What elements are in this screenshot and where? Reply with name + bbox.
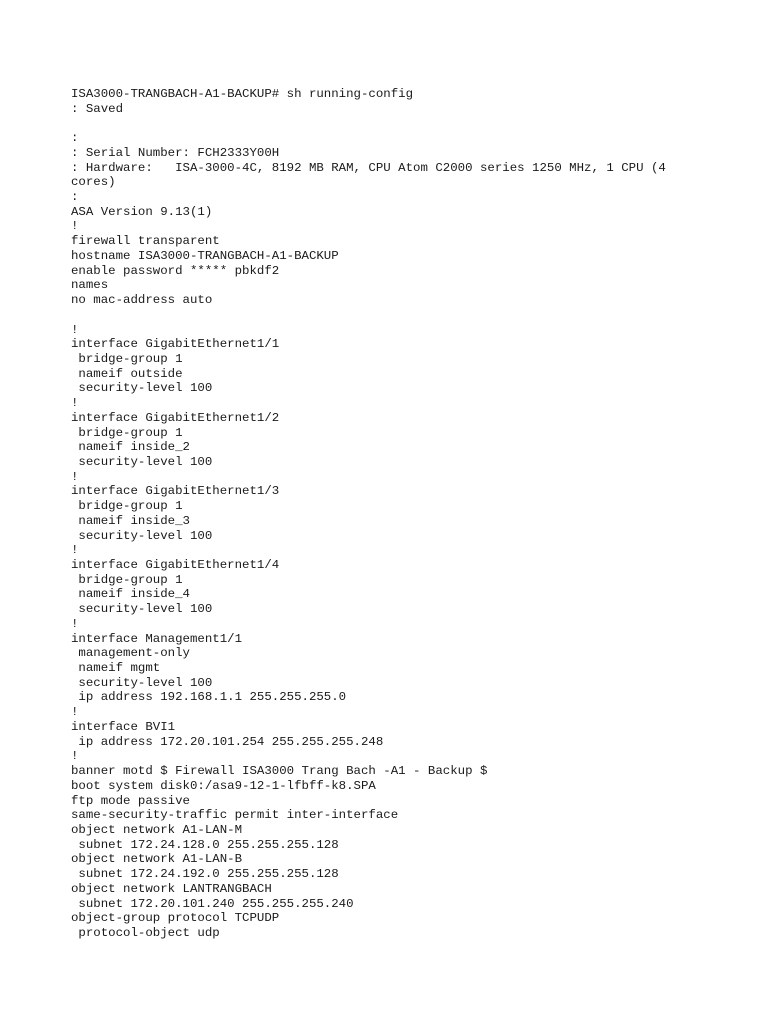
config-line: : Saved bbox=[71, 101, 124, 116]
config-line: banner motd $ Firewall ISA3000 Trang Bach -A1 - Backup $ bbox=[71, 764, 488, 779]
config-line: subnet 172.20.101.240 255.255.255.240 bbox=[71, 896, 354, 911]
config-line: object network A1-LAN-M bbox=[71, 822, 243, 837]
config-line: management-only bbox=[71, 646, 190, 661]
config-line: ftp mode passive bbox=[71, 793, 190, 808]
config-line: ip address 172.20.101.254 255.255.255.248 bbox=[71, 734, 384, 749]
config-line: boot system disk0:/asa9-12-1-lfbff-k8.SPA bbox=[71, 778, 376, 793]
config-line: nameif inside_4 bbox=[71, 587, 190, 602]
config-line: ! bbox=[71, 396, 79, 411]
config-line: security-level 100 bbox=[71, 381, 213, 396]
config-line: object network LANTRANGBACH bbox=[71, 881, 272, 896]
config-line: interface GigabitEthernet1/4 bbox=[71, 558, 280, 572]
config-line: protocol-object udp bbox=[71, 925, 220, 940]
config-line: bridge-group 1 bbox=[71, 499, 183, 514]
config-line: nameif inside_2 bbox=[71, 440, 190, 455]
config-line: : Hardware: ISA-3000-4C, 8192 MB RAM, CPU Atom C2000 series 1250 MHz, 1 CPU (4 cores) bbox=[71, 160, 666, 190]
config-line: security-level 100 bbox=[71, 602, 213, 617]
config-line: ! bbox=[71, 616, 79, 631]
config-line: bridge-group 1 bbox=[71, 351, 183, 366]
config-line: ! bbox=[71, 543, 79, 558]
config-line: interface BVI1 bbox=[71, 719, 176, 734]
config-line: interface Management1/1 bbox=[71, 631, 243, 646]
config-line: object network A1-LAN-B bbox=[71, 852, 243, 867]
config-line: no mac-address auto bbox=[71, 293, 213, 308]
config-line: hostname ISA3000-TRANGBACH-A1-BACKUP bbox=[71, 248, 339, 263]
config-line: ip address 192.168.1.1 255.255.255.0 bbox=[71, 690, 347, 705]
config-line: security-level 100 bbox=[71, 675, 213, 690]
config-line: enable password ***** pbkdf2 bbox=[71, 263, 280, 278]
config-line: security-level 100 bbox=[71, 528, 213, 543]
config-line: ! bbox=[71, 219, 79, 234]
config-line: ! bbox=[71, 749, 79, 764]
config-line: nameif inside_3 bbox=[71, 513, 190, 528]
config-line: names bbox=[71, 278, 109, 293]
config-line: nameif outside bbox=[71, 366, 183, 381]
config-line: : bbox=[71, 131, 79, 146]
config-line bbox=[71, 116, 691, 131]
config-line: object-group protocol TCPUDP bbox=[71, 911, 280, 926]
config-line: interface GigabitEthernet1/2 bbox=[71, 410, 280, 425]
config-line: ISA3000-TRANGBACH-A1-BACKUP# sh running-config bbox=[71, 87, 414, 101]
config-line: ! bbox=[71, 322, 79, 337]
running-config-text bbox=[71, 87, 691, 941]
config-line: bridge-group 1 bbox=[71, 572, 183, 587]
config-line: bridge-group 1 bbox=[71, 425, 183, 440]
config-line: ! bbox=[71, 705, 79, 720]
config-line: nameif mgmt bbox=[71, 661, 161, 676]
config-line: same-security-traffic permit inter-interface bbox=[71, 808, 399, 823]
config-line: ASA Version 9.13(1) bbox=[71, 204, 213, 219]
config-line: subnet 172.24.192.0 255.255.255.128 bbox=[71, 867, 339, 882]
config-line bbox=[71, 308, 691, 323]
config-line: interface GigabitEthernet1/1 bbox=[71, 337, 280, 352]
config-line: firewall transparent bbox=[71, 234, 220, 249]
config-line: : bbox=[71, 190, 79, 205]
config-line: interface GigabitEthernet1/3 bbox=[71, 484, 280, 499]
config-line: ! bbox=[71, 469, 79, 484]
config-line: security-level 100 bbox=[71, 454, 213, 469]
config-line: subnet 172.24.128.0 255.255.255.128 bbox=[71, 837, 339, 852]
config-line: : Serial Number: FCH2333Y00H bbox=[71, 145, 280, 160]
